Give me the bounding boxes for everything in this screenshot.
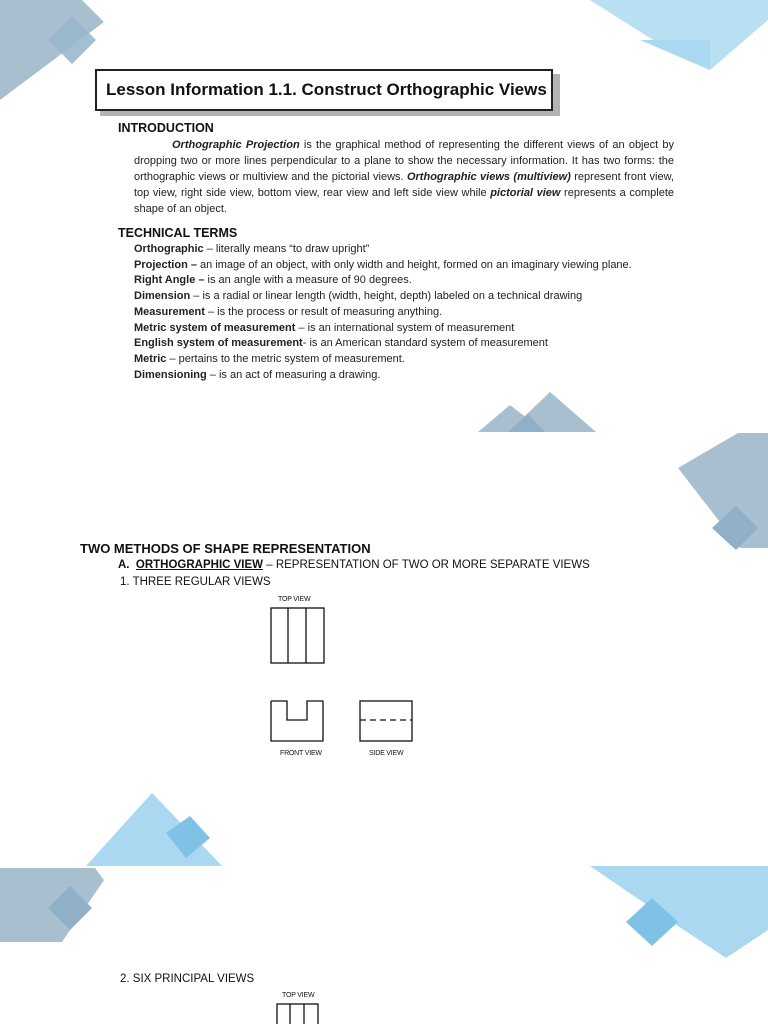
term-row xyxy=(134,368,694,384)
technical-terms-list xyxy=(134,242,694,383)
deco-diamond-bottom-left xyxy=(48,886,92,930)
lesson-title-box xyxy=(95,69,555,111)
deco-triangle-mid-left xyxy=(478,405,545,432)
deco-triangle-top-right xyxy=(590,0,768,70)
introduction-paragraph xyxy=(134,137,674,217)
term-name: Dimension xyxy=(134,290,191,303)
deco-rect-top-right xyxy=(640,40,710,70)
term-name: Metric system of measurement xyxy=(134,321,296,334)
method-a-description: – REPRESENTATION OF TWO OR MORE SEPARATE VIEWS xyxy=(263,559,590,571)
technical-terms-heading: TECHNICAL TERMS xyxy=(118,226,238,240)
term-row xyxy=(134,258,694,274)
top-view-label: TOP VIEW xyxy=(278,596,311,603)
term-row xyxy=(134,336,694,352)
intro-term-pictorial-view: pictorial view xyxy=(490,187,561,199)
method-a-marker: A. xyxy=(118,559,130,571)
intro-term-orthographic-views: Orthographic views (multiview) xyxy=(406,171,571,183)
introduction-heading: INTRODUCTION xyxy=(118,121,214,135)
deco-triangle-bottom-right xyxy=(590,866,768,958)
term-definition: – literally means “to draw upright” xyxy=(203,243,370,255)
front-view-outline xyxy=(271,701,323,741)
term-name: Right Angle – xyxy=(134,274,205,287)
lesson-title: Lesson Information 1.1. Construct Orthographic Views xyxy=(106,80,547,99)
intro-text-2: represent front view, top view, right side view, bottom view, rear view and left side view while xyxy=(134,171,674,199)
term-name: Orthographic xyxy=(134,243,204,255)
intro-text-1: is the graphical method of representing the different views of an object by dropping two or more lines perpendicular to a plane to show the necessary information. It has two forms: the orthographic views or multiview and the pictorial views. xyxy=(134,139,675,183)
deco-diamond-top-left xyxy=(0,0,104,100)
term-row xyxy=(134,305,694,321)
title-border xyxy=(95,69,553,111)
method-a-title: ORTHOGRAPHIC VIEW xyxy=(135,559,264,571)
term-row xyxy=(134,321,694,337)
term-definition: an image of an object, with only width and height, formed on an imaginary viewing plane. xyxy=(196,258,632,271)
term-name: Measurement xyxy=(134,305,205,318)
deco-diamond-lower-left xyxy=(166,816,210,858)
deco-shape-bottom-left xyxy=(0,868,104,942)
deco-diamond-small-right xyxy=(712,506,758,550)
term-row xyxy=(134,273,694,289)
methods-heading: TWO METHODS OF SHAPE REPRESENTATION xyxy=(80,541,371,556)
term-row xyxy=(134,242,694,258)
term-row xyxy=(134,352,694,368)
deco-diamond-bottom-right xyxy=(626,898,678,946)
term-definition: – is an act of measuring a drawing. xyxy=(206,368,381,381)
deco-diamond-small-top-left xyxy=(48,16,96,64)
side-view-outline xyxy=(360,701,412,741)
six-views-top-label: TOP VIEW xyxy=(282,992,315,999)
top-view-outline xyxy=(271,608,324,663)
term-definition: – is the process or result of measuring anything. xyxy=(204,305,443,318)
front-view-label: FRONT VIEW xyxy=(280,750,322,757)
term-name: Projection – xyxy=(134,258,197,271)
six-views-top-outline xyxy=(277,1004,318,1024)
deco-triangle-mid-right xyxy=(508,392,596,432)
item-six-principal-views: 2. SIX PRINCIPAL VIEWS xyxy=(120,973,255,985)
term-name: Metric xyxy=(134,352,167,365)
term-definition: – is a radial or linear length (width, height, depth) labeled on a technical drawing xyxy=(190,290,583,303)
deco-triangle-overlap xyxy=(508,414,545,432)
intro-term-orthographic-projection: Orthographic Projection xyxy=(172,139,300,151)
term-name: English system of measurement xyxy=(134,337,303,350)
deco-triangle-lower-left xyxy=(86,793,222,866)
intro-text-3: represents a complete shape of an object. xyxy=(134,187,674,215)
term-definition: – is an international system of measurement xyxy=(295,321,515,334)
term-definition: is an angle with a measure of 90 degrees. xyxy=(204,274,412,287)
term-name: Dimensioning xyxy=(134,368,207,381)
side-view-label: SIDE VIEW xyxy=(369,750,404,757)
deco-diamond-right xyxy=(678,433,768,548)
term-definition: – pertains to the metric system of measurement. xyxy=(166,352,405,365)
item-three-regular-views: 1. THREE REGULAR VIEWS xyxy=(120,576,271,588)
term-definition: - is an American standard system of measurement xyxy=(302,337,548,350)
method-a-line xyxy=(118,559,590,571)
term-row xyxy=(134,289,694,305)
